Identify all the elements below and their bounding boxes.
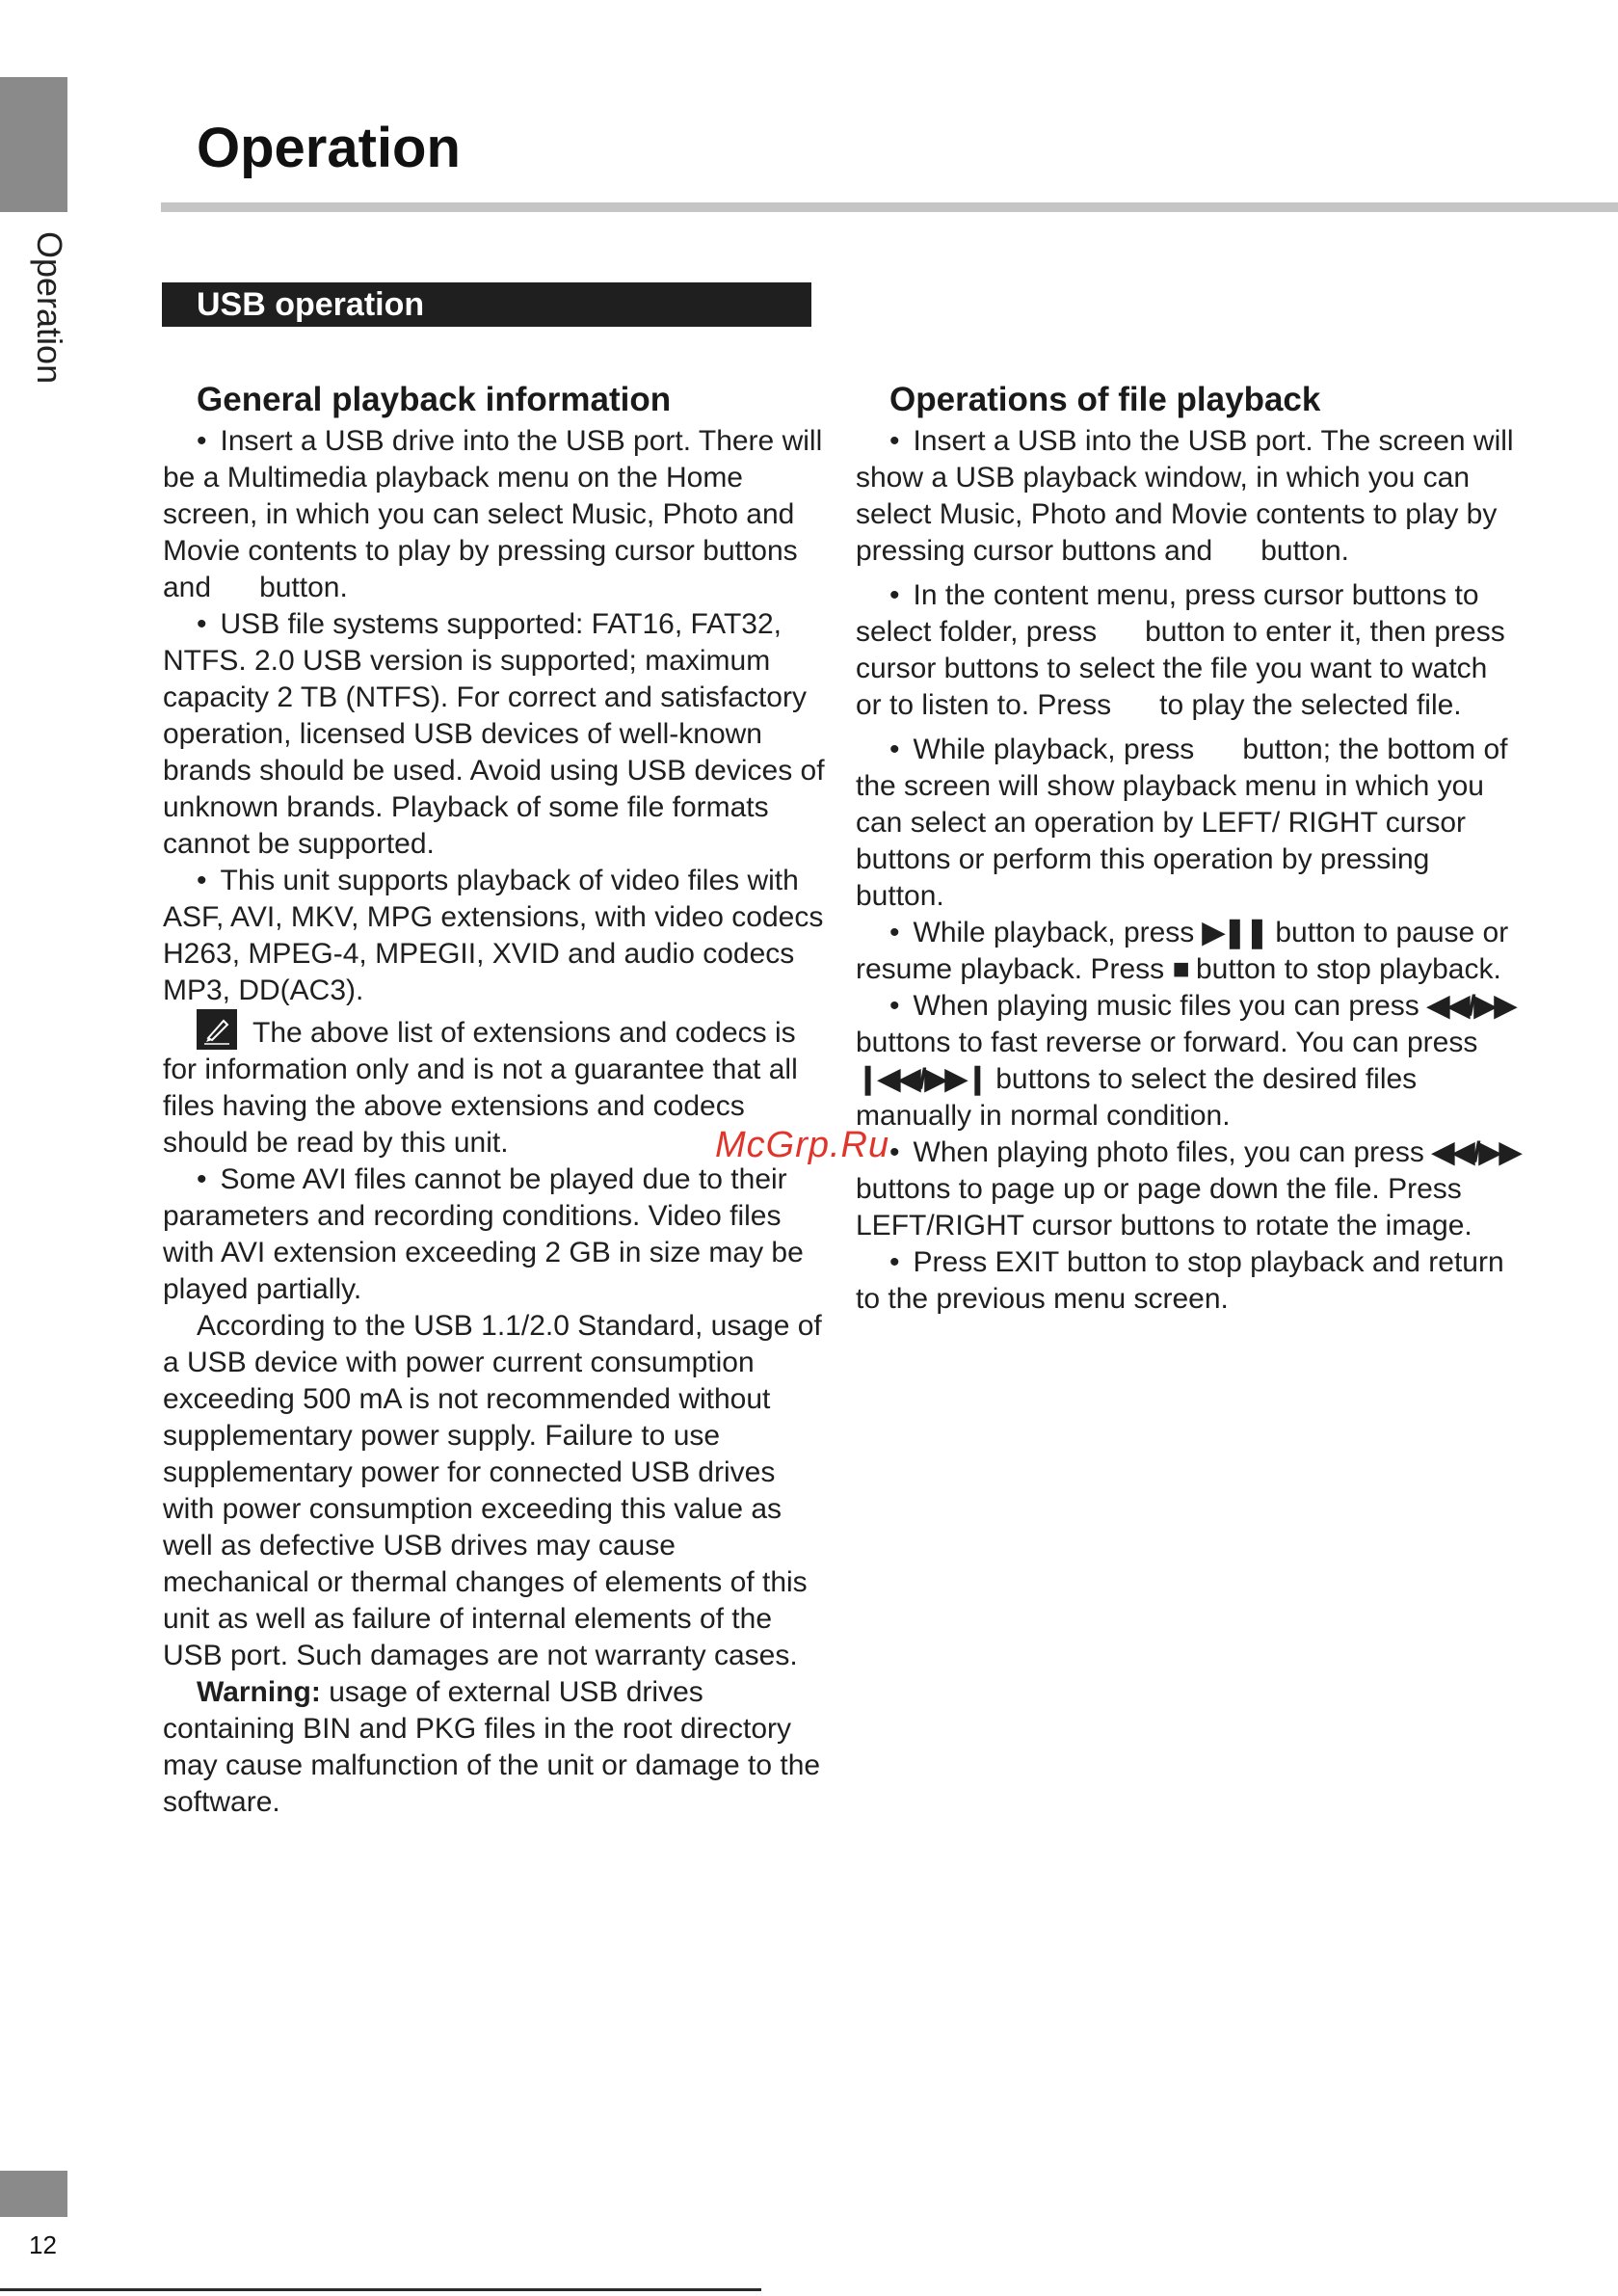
paragraph-text: While playback, press — [913, 734, 1195, 765]
page-title: Operation — [197, 117, 461, 179]
paragraph-exit: • Press EXIT button to stop playback and return to the previous menu screen. — [856, 1244, 1521, 1318]
paragraph-playback-menu — [856, 732, 1521, 915]
left-column — [163, 381, 828, 1821]
paragraph-text: buttons to fast reverse or forward. You can press — [856, 1027, 1478, 1058]
paragraph-music-files — [856, 988, 1521, 1135]
rewind-forward-icon: ◀◀/▶▶ — [1427, 990, 1515, 1022]
paragraph-text: button; the bottom of the screen will show playback menu in which you can select an operation by LEFT/ RIGHT cursor buttons or perform this operation by pressing — [856, 734, 1508, 875]
paragraph-text: buttons to page up or page down the file. Press LEFT/RIGHT cursor buttons to rotate the image. — [856, 1173, 1472, 1241]
paragraph-warning — [163, 1674, 828, 1821]
paragraph-photo-files — [856, 1135, 1521, 1244]
paragraph-pause-stop — [856, 915, 1521, 988]
footer-marker — [0, 2171, 67, 2217]
paragraph-content-menu — [856, 577, 1521, 724]
paragraph-text: button. — [856, 880, 944, 912]
stop-icon: ■ — [1172, 953, 1188, 985]
paragraph-text: When playing photo files, you can press — [913, 1136, 1424, 1168]
note-pencil-icon — [197, 1009, 237, 1050]
paragraph-avi-files: • Some AVI files cannot be played due to their parameters and recording conditions. Video files with AVI extension exceeding 2 GB in size may be played partially. — [163, 1161, 828, 1308]
paragraph-supported-formats: • This unit supports playback of video files with ASF, AVI, MKV, MPG extensions, with video codecs H263, MPEG-4, MPEGII, XVID and audio codecs MP3, DD(AC3). — [163, 863, 828, 1009]
play-pause-icon: ▶❚❚ — [1202, 917, 1268, 948]
paragraph-text: to play the selected file. — [1159, 689, 1462, 721]
side-tab-label: Operation — [30, 231, 69, 385]
warning-label: Warning: — [197, 1676, 321, 1708]
right-heading: Operations of file playback — [889, 381, 1321, 418]
note-text: The above list of extensions and codecs is for information only and is not a guarantee that all files having the above extensions and codecs should be read by this unit. — [163, 1017, 798, 1159]
paragraph-insert-usb — [163, 423, 828, 606]
watermark: McGrp.Ru — [715, 1125, 890, 1165]
paragraph-text: button to enter it, then press cursor buttons to select the file you want to watch or to listen to. Press — [856, 616, 1505, 721]
paragraph-text: button to stop playback. — [1195, 953, 1501, 985]
paragraph-file-systems: • USB file systems supported: FAT16, FAT32, NTFS. 2.0 USB version is supported; maximum capacity 2 TB (NTFS). For correct and satisfactory operation, licensed USB devices of well-known brands should be used. Avoid using USB devices of unknown brands. Playback of some file formats cannot be supported. — [163, 606, 828, 863]
side-tab-marker — [0, 77, 67, 212]
paragraph-text: buttons to select the desired files manually in normal condition. — [856, 1063, 1418, 1132]
paragraph-text: button. — [1260, 535, 1349, 567]
warning-text: usage of external USB drives containing BIN and PKG files in the root directory may cause malfunction of the unit or damage to the software. — [163, 1676, 821, 1818]
paragraph-text: button. — [259, 572, 348, 603]
paragraph-text: button to pause or resume playback. Press — [856, 917, 1509, 985]
paragraph-usb-standard: According to the USB 1.1/2.0 Standard, usage of a USB device with power current consumption exceeding 500 mA is not recommended without supplementary power supply. Failure to use supplementary power for connected USB drives with power consumption exceeding this value as well as defective USB drives may cause mechanical or thermal changes of elements of this unit as well as failure of internal elements of the USB port. Such damages are not warranty cases. — [163, 1310, 822, 1671]
left-heading: General playback information — [197, 381, 672, 418]
paragraph-text: Insert a USB drive into the USB port. There will be a Multimedia playback menu on the Home screen, in which you can select Music, Photo and Movie contents to play by pressing cursor buttons and — [163, 425, 823, 603]
title-divider — [161, 202, 1618, 212]
previous-next-icon: ❙◀◀/▶▶❙ — [856, 1063, 988, 1095]
bottom-divider — [0, 2288, 761, 2291]
right-column — [856, 381, 1521, 1318]
paragraph-text: In the content menu, press cursor buttons to select folder, press — [856, 579, 1479, 648]
section-heading: USB operation — [162, 282, 811, 327]
rewind-forward-icon: ◀◀/▶▶ — [1432, 1136, 1520, 1168]
paragraph-text: While playback, press — [913, 917, 1195, 948]
page-number: 12 — [29, 2230, 57, 2259]
paragraph-text: Insert a USB into the USB port. The screen will show a USB playback window, in which you can select Music, Photo and Movie contents to play by pressing cursor buttons and — [856, 425, 1514, 567]
paragraph-usb-window — [856, 423, 1521, 570]
paragraph-text: When playing music files you can press — [913, 990, 1419, 1022]
